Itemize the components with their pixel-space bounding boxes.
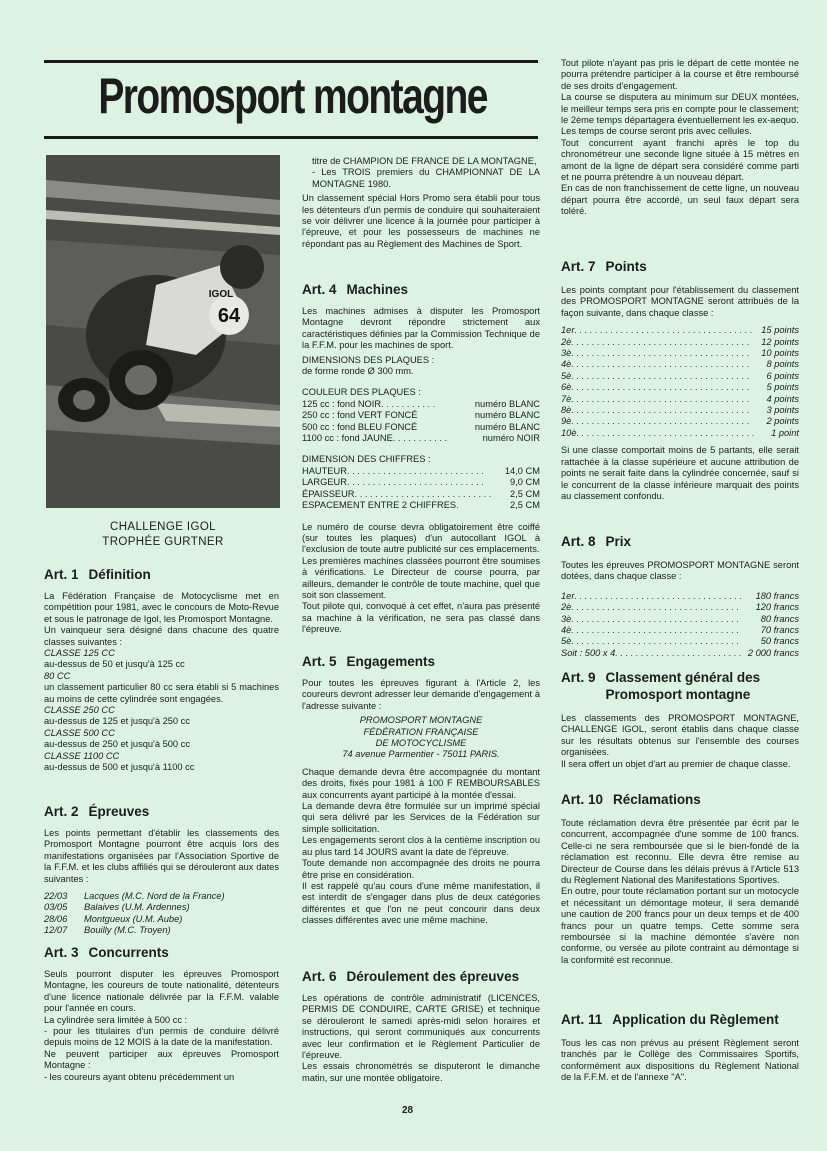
prize-row: 3è . . . . . . . . . . . . . . . . . . . . . . . . . . . . . . . . . 80 francs [561, 613, 799, 624]
art11-title: Application du Règlement [612, 1012, 779, 1027]
art4-title: Machines [346, 282, 409, 297]
points-value: 8 points [766, 359, 799, 370]
points-rank: 5è [561, 370, 572, 381]
points-value: 4 points [766, 393, 799, 404]
prize-value: 70 francs [760, 625, 799, 636]
art4-heading [302, 281, 540, 298]
art3-p5: - les coureurs ayant obtenu précédemment un [44, 1071, 235, 1082]
art10-title: Réclamations [613, 792, 701, 807]
art11-p1: Tous les cas non prévus au présent Règlement seront tranchés par le Collège des Commissaires Sportifs, conformément aux dispositions du Règlement National de la F.F.M. et de l'annexe "A". [561, 1038, 799, 1083]
art5-section [302, 653, 540, 927]
art4-col-title: COULEUR DES PLAQUES : [302, 387, 421, 398]
col2-p1: titre de CHAMPION DE FRANCE DE LA MONTAGNE, [312, 156, 537, 166]
art1-c80: 80 CC [44, 670, 71, 681]
art7-heading [561, 258, 799, 275]
art6-num: Art. 6 [302, 969, 337, 984]
art5-p5: Toute demande non accompagnée des droits ne pourra être prise en considération. [302, 858, 540, 880]
date-value: 03/05 [44, 902, 68, 913]
plate-key: 250 cc : fond VERT FONCÉ [302, 410, 418, 421]
art3-heading [44, 944, 279, 961]
col3-p4: Tout concurrent ayant franchi après le top du chronométreur une seconde ligne située à 15 mètres en amont de la ligne de départ sera considéré comme parti et ne pourra prétendre à un nouveau départ. [561, 137, 799, 183]
art8-title: Prix [605, 534, 632, 549]
col3-p3: Les temps de course seront pris avec cellules. [561, 126, 752, 137]
photo-caption [46, 520, 280, 550]
art7-p1: Les points comptant pour l'établissement du classement des PROMOSPORT MONTAGNE seront attribués de la façon suivante, dans chaque classe : [561, 285, 799, 318]
prize-row: 4è . . . . . . . . . . . . . . . . . . . . . . . . . . . . . . . . . 70 francs [561, 625, 799, 636]
prize-value: 2 000 francs [747, 647, 799, 658]
art3-title: Concurrents [88, 945, 169, 960]
art11-heading [561, 1011, 799, 1028]
art2-p1: Les points permettant d'établir les classements des Promosport Montagne pourront être acquis lors des manifestations organisées par l'Association Sportive de la F.F.M. et les clubs affiliés qui se dérouleront aux dates suivantes : [44, 828, 279, 884]
art9-section [561, 669, 799, 770]
caption-line-2: TROPHÉE GURTNER [102, 536, 224, 548]
art10-heading [561, 791, 799, 808]
art9-title-wrap [606, 669, 761, 703]
plate-key: 500 cc : fond BLEU FONCÉ [302, 421, 418, 432]
plate-row [302, 410, 540, 421]
art7-title: Points [605, 259, 647, 274]
art11-section [561, 1011, 799, 1084]
prize-row: 2è . . . . . . . . . . . . . . . . . . . . . . . . . . . . . . . . . 120 francs [561, 602, 799, 613]
prize-rank: 1er [561, 590, 575, 601]
art2-heading [44, 803, 279, 820]
chiffre-key: ESPACEMENT ENTRE 2 CHIFFRES [302, 500, 457, 511]
art5-p1: Pour toutes les épreuves figurant à l'Article 2, les coureurs devront adresser leur demande d'engagement à l'adresse suivante : [302, 678, 540, 711]
points-rank: 1er [561, 325, 575, 336]
art2-num: Art. 2 [44, 804, 79, 819]
art3-num: Art. 3 [44, 945, 79, 960]
chiffre-row: LARGEUR . . . . . . . . . . . . . . . . . . . . . . . . . . . 9,0 CM [302, 477, 540, 488]
col3-top [561, 58, 799, 218]
points-row: 9è . . . . . . . . . . . . . . . . . . . . . . . . . . . . . . . . . . . 2 points [561, 416, 799, 427]
prize-rank: 3è [561, 613, 572, 624]
art6-title: Déroulement des épreuves [346, 969, 520, 984]
points-value: 12 points [761, 336, 799, 347]
date-value: 12/07 [44, 925, 68, 936]
points-value: 6 points [766, 370, 799, 381]
art10-p2: En outre, pour toute réclamation portant sur un motocycle et nécessitant un démontage moteur, il sera demandé une caution de 200 francs pour un deux temps et de 400 francs pour un quatre temps. Cette somme sera remboursée si la machine démontée s'avère non conforme, ou versée au pilote contraint au démontage si la conformité est reconnue. [561, 886, 799, 965]
art7-p2: Si une classe comportait moins de 5 partants, elle serait rattachée à la classe supérieure et aucune attribution de points ne serait faite dans la cylindrée concernée, sauf si le concurrent de la classe inférieure marquait des points au classement confondu. [561, 445, 799, 501]
date-event: Bouilly (M.C. Troyen) [84, 925, 171, 936]
page-title: Promosport montagne [98, 68, 487, 124]
art2-section [44, 803, 279, 937]
plate-row [302, 422, 540, 433]
points-rank: 3è [561, 348, 572, 359]
col2-p2: - Les TROIS premiers du CHAMPIONNAT DE LA MONTAGNE 1980. [312, 167, 540, 189]
art10-num: Art. 10 [561, 792, 604, 807]
prizes-list [561, 591, 799, 659]
plate-value: numéro BLANC [474, 421, 540, 432]
points-row: 2è . . . . . . . . . . . . . . . . . . . . . . . . . . . . . . . . . . . 12 points [561, 336, 799, 347]
points-row: 7è . . . . . . . . . . . . . . . . . . . . . . . . . . . . . . . . . . . 4 points [561, 393, 799, 404]
art4-p3: Les premières machines classées pourront être soumises à vérifications. Le Directeur de course pourra, par ailleurs, demander le contrôle de toute machine, quel que soit son classement. [302, 555, 540, 600]
chiffre-value: 2,5 CM [510, 500, 540, 511]
points-value: 5 points [766, 382, 799, 393]
plate-key: 1100 cc : fond JAUNE [302, 433, 393, 444]
art1-num: Art. 1 [44, 567, 79, 582]
points-rank: 7è [561, 393, 572, 404]
art9-heading [561, 669, 799, 703]
date-value: 28/06 [44, 913, 68, 924]
art1-c80-desc: un classement particulier 80 cc sera établi si 5 machines au moins de cette cylindrée sont engagées. [44, 682, 279, 704]
page-number: 28 [402, 1105, 414, 1116]
points-row: 6è . . . . . . . . . . . . . . . . . . . . . . . . . . . . . . . . . . . 5 points [561, 382, 799, 393]
col2-p3: Un classement spécial Hors Promo sera établi pour tous les détenteurs d'un permis de conduire qui souhaiteraient se voir délivrer une licence à la journée pour participer à l'épreuve, et pour les possesseurs de machines ne répondant pas au Règlement des Machines de Sport. [302, 193, 540, 249]
art1-c1100: CLASSE 1100 CC [44, 750, 120, 761]
art5-p4: Les engagements seront clos à la centième inscription ou au plus tard 14 JOURS avant la date de l'épreuve. [302, 835, 540, 857]
plate-value: numéro NOIR [482, 433, 540, 444]
art4-p2: Le numéro de course devra obligatoirement être coiffé (sur toutes les plaques) d'un autocollant IGOL à l'exclusion de toute autre publicité sur ces emplacements. [302, 521, 540, 555]
art5-addr2: FÉDÉRATION FRANÇAISE [363, 726, 479, 737]
points-value: 15 points [761, 325, 799, 336]
art6-p1: Les opérations de contrôle administratif (LICENCES, PERMIS DE CONDUIRE, CARTE GRISE) et technique se dérouleront le samedi après-midi selon horaires et instructions, qui seront communiqués aux concurrents avec leur confirmation et le Règlement Particulier de l'épreuve. [302, 993, 540, 1061]
date-row [44, 902, 279, 913]
prize-value: 80 francs [760, 613, 799, 624]
col3-p2: La course se disputera au minimum sur DEUX montées, le meilleur temps sera pris en compte pour le classement; le 2ème temps départagera éventuellement les ex-aequo. [561, 92, 799, 126]
points-rank: 8è [561, 405, 572, 416]
art5-addr1: PROMOSPORT MONTAGNE [359, 715, 483, 726]
date-value: 22/03 [44, 891, 68, 902]
art1-title: Définition [88, 567, 151, 582]
art1-c250-desc: au-dessus de 125 et jusqu'à 250 cc [44, 716, 190, 727]
points-rank: 10è [561, 427, 577, 438]
points-value: 2 points [766, 416, 799, 427]
points-rank: 9è [561, 416, 572, 427]
art6-section [302, 968, 540, 1084]
date-event: Balaives (U.M. Ardennes) [84, 902, 190, 913]
art1-p1: La Fédération Française de Motocyclisme met en compétition pour 1981, avec le concours de Moto-Revue et sous le patronage de Igol, les Promosport Montagne. [44, 591, 279, 624]
motorcycle-photo-drawing [46, 155, 280, 508]
date-event: Lacques (M.C. Nord de la France) [84, 891, 225, 902]
art4-chiffres-title: DIMENSION DES CHIFFRES : [302, 454, 431, 465]
points-rank: 4è [561, 359, 572, 370]
art3-p4: Ne peuvent participer aux épreuves Promosport Montagne : [44, 1048, 279, 1071]
art8-num: Art. 8 [561, 534, 596, 549]
art5-addr4: 74 avenue Parmentier - 75011 PARIS. [342, 749, 500, 760]
plate-value: numéro BLANC [474, 398, 540, 409]
col3-p5: En cas de non franchissement de cette ligne, un nouveau départ pourra être accordé, un seul faux départ sera toléré. [561, 183, 799, 217]
art8-section [561, 533, 799, 659]
art5-title: Engagements [346, 654, 436, 669]
art5-p6: Il est rappelé qu'au cours d'une même manifestation, il est interdit de s'engager dans plus de deux catégories différentes et que l'on ne peut concourir dans deux classes différentes avec une même machine. [302, 880, 540, 926]
points-row: 3è . . . . . . . . . . . . . . . . . . . . . . . . . . . . . . . . . . . 10 points [561, 348, 799, 359]
points-value: 1 point [771, 427, 799, 438]
art1-p2: Un vainqueur sera désigné dans chacune des quatre classes suivantes : [44, 625, 279, 647]
title-rule-top [44, 60, 538, 63]
prize-rank: Soit : 500 x 4 [561, 647, 616, 658]
art1-c250: CLASSE 250 CC [44, 705, 115, 716]
art8-p1: Toutes les épreuves PROMOSPORT MONTAGNE seront dotées, dans chaque classe : [561, 560, 799, 582]
art5-heading [302, 653, 540, 670]
art5-p3: La demande devra être formulée sur un imprimé spécial qui sera délivré par les Services de la Fédération sur simple sollicitation. [302, 801, 540, 834]
art1-heading [44, 566, 279, 583]
art1-c125-desc: au-dessus de 50 et jusqu'à 125 cc [44, 659, 185, 670]
points-list [561, 325, 799, 439]
art6-heading [302, 968, 540, 985]
art4-dim-title: DIMENSIONS DES PLAQUES : [302, 354, 435, 365]
art1-c500: CLASSE 500 CC [44, 727, 115, 738]
points-row: 5è . . . . . . . . . . . . . . . . . . . . . . . . . . . . . . . . . . . 6 points [561, 370, 799, 381]
art9-title: Classement général des [605, 670, 761, 685]
art7-num: Art. 7 [561, 259, 596, 274]
chiffre-key: ÉPAISSEUR [302, 488, 355, 499]
art4-num: Art. 4 [302, 282, 337, 297]
art10-section [561, 791, 799, 966]
art6-p2: Les essais chronométrés se disputeront le dimanche matin, sur une montée obligatoire. [302, 1061, 540, 1083]
plate-value: numéro BLANC [474, 410, 540, 421]
art3-p2: La cylindrée sera limitée à 500 cc : [44, 1014, 188, 1025]
caption-line-1: CHALLENGE IGOL [110, 521, 216, 533]
art9-p1: Les classements des PROMOSPORT MONTAGNE, CHALLENGE IGOL, seront établis dans chaque classe sur les résultats obtenus sur l'ensemble des courses organisées. [561, 713, 799, 758]
art4-dim-desc: de forme ronde Ø 300 mm. [302, 366, 414, 377]
chiffre-value: 14,0 CM [504, 465, 540, 476]
prize-value: 120 francs [755, 602, 799, 613]
plate-row: 1100 cc : fond JAUNE . . . . . . . . . . . numéro NOIR [302, 433, 540, 444]
date-row [44, 914, 279, 925]
points-rank: 6è [561, 382, 572, 393]
date-row [44, 891, 279, 902]
art4-p4: Tout pilote qui, convoqué à cet effet, n'aura pas présenté sa machine à la vérification, ne sera pas classé dans l'épreuve. [302, 601, 540, 635]
art1-section [44, 566, 279, 774]
chiffre-value: 2,5 CM [510, 488, 540, 499]
art2-dates-list [44, 891, 279, 937]
chiffre-row: ÉPAISSEUR . . . . . . . . . . . . . . . . . . . . . . . . . . . 2,5 CM [302, 488, 540, 499]
date-row [44, 925, 279, 936]
art3-p3: - pour les titulaires d'un permis de conduire délivré depuis moins de 12 MOIS à la date de la manifestation. [44, 1026, 279, 1048]
prize-value: 180 francs [755, 590, 799, 601]
art9-num: Art. 9 [561, 670, 596, 685]
title-rule-bottom [44, 136, 538, 139]
points-row: 1er . . . . . . . . . . . . . . . . . . . . . . . . . . . . . . . . . . . 15 points [561, 325, 799, 336]
art9-p2: Il sera offert un objet d'art au premier de chaque classe. [561, 758, 791, 769]
art8-heading [561, 533, 799, 550]
points-rank: 2è [561, 336, 572, 347]
chiffre-row: HAUTEUR . . . . . . . . . . . . . . . . . . . . . . . . . . . 14,0 CM [302, 465, 540, 476]
art1-c125: CLASSE 125 CC [44, 648, 115, 659]
art2-title: Épreuves [88, 804, 150, 819]
col3-p1: Tout pilote n'ayant pas pris le départ de cette montée ne pourra prétendre participer à la course et être remboursé de ses droits d'engagement. [561, 58, 799, 91]
art3-section [44, 944, 279, 1083]
chiffre-key: LARGEUR [302, 477, 347, 488]
points-value: 10 points [761, 348, 799, 359]
chiffre-key: HAUTEUR [302, 465, 347, 476]
chiffre-value: 9,0 CM [510, 477, 540, 488]
plate-key: 125 cc : fond NOIR [302, 398, 382, 409]
date-event: Montgueux (U.M. Aube) [84, 913, 183, 924]
art7-section [561, 258, 799, 502]
art10-p1: Toute réclamation devra être présentée par écrit par le concurrent, accompagnée d'une somme de 100 francs. Celle-ci ne sera remboursée que si le bien-fondé de la réclamation est reconnu. Elle devra être remise au Directeur de Course dans les délais prévus à l'Article 513 du Règlement National des Manifestations Sportives. [561, 818, 799, 886]
col2-top [302, 156, 540, 250]
chiffre-row: ESPACEMENT ENTRE 2 CHIFFRES . 2,5 CM [302, 500, 540, 511]
prize-rank: 2è [561, 602, 572, 613]
prize-rank: 5è [561, 636, 572, 647]
prize-rank: 4è [561, 625, 572, 636]
prize-row: 1er . . . . . . . . . . . . . . . . . . . . . . . . . . . . . . . . . 180 francs [561, 590, 799, 601]
prize-row: 5è . . . . . . . . . . . . . . . . . . . . . . . . . . . . . . . . . 50 francs [561, 636, 799, 647]
points-row: 4è . . . . . . . . . . . . . . . . . . . . . . . . . . . . . . . . . . . 8 points [561, 359, 799, 370]
art5-p2: Chaque demande devra être accompagnée du montant des droits, fixés pour 1981 à 100 F REMBOURSABLES aux concurrents ayant participé à la montée d'essai. [302, 766, 540, 800]
plate-row: 125 cc : fond NOIR . . . . . . . . . . . numéro BLANC [302, 398, 540, 409]
prize-value: 50 francs [760, 636, 799, 647]
race-number-plate: 64 [217, 305, 241, 327]
art1-c500-desc: au-dessus de 250 et jusqu'à 500 cc [44, 739, 190, 750]
art4-p1: Les machines admises à disputer les Promosport Montagne devront répondre strictement aux caractéristiques définies par la Commission Technique de la F.F.M. pour les machines de sport. [302, 306, 540, 351]
prize-row: Soit : 500 x 4 . . . . . . . . . . . . . . . . . . . . . . . . . 2 000 francs [561, 647, 799, 658]
art11-num: Art. 11 [561, 1012, 603, 1027]
points-value: 3 points [766, 405, 799, 416]
art5-num: Art. 5 [302, 654, 337, 669]
points-row: 10è . . . . . . . . . . . . . . . . . . . . . . . . . . . . . . . . . . . 1 point [561, 427, 799, 438]
motorcycle-photo [46, 155, 280, 508]
art5-addr3: DE MOTOCYCLISME [375, 738, 467, 749]
points-row: 8è . . . . . . . . . . . . . . . . . . . . . . . . . . . . . . . . . . . 3 points [561, 405, 799, 416]
art3-p1: Seuls pourront disputer les épreuves Promosport Montagne, les coureurs de toute nationalité, détenteurs d'une licence nationale délivrée par la F.F.M. valable pour l'année en cours. [44, 969, 279, 1014]
plate-brand-text: IGOL [208, 289, 234, 300]
art4-section [302, 281, 540, 636]
art9-title2: Promosport montagne [605, 687, 751, 702]
art1-c1100-desc: au-dessus de 500 et jusqu'à 1100 cc [44, 762, 195, 773]
